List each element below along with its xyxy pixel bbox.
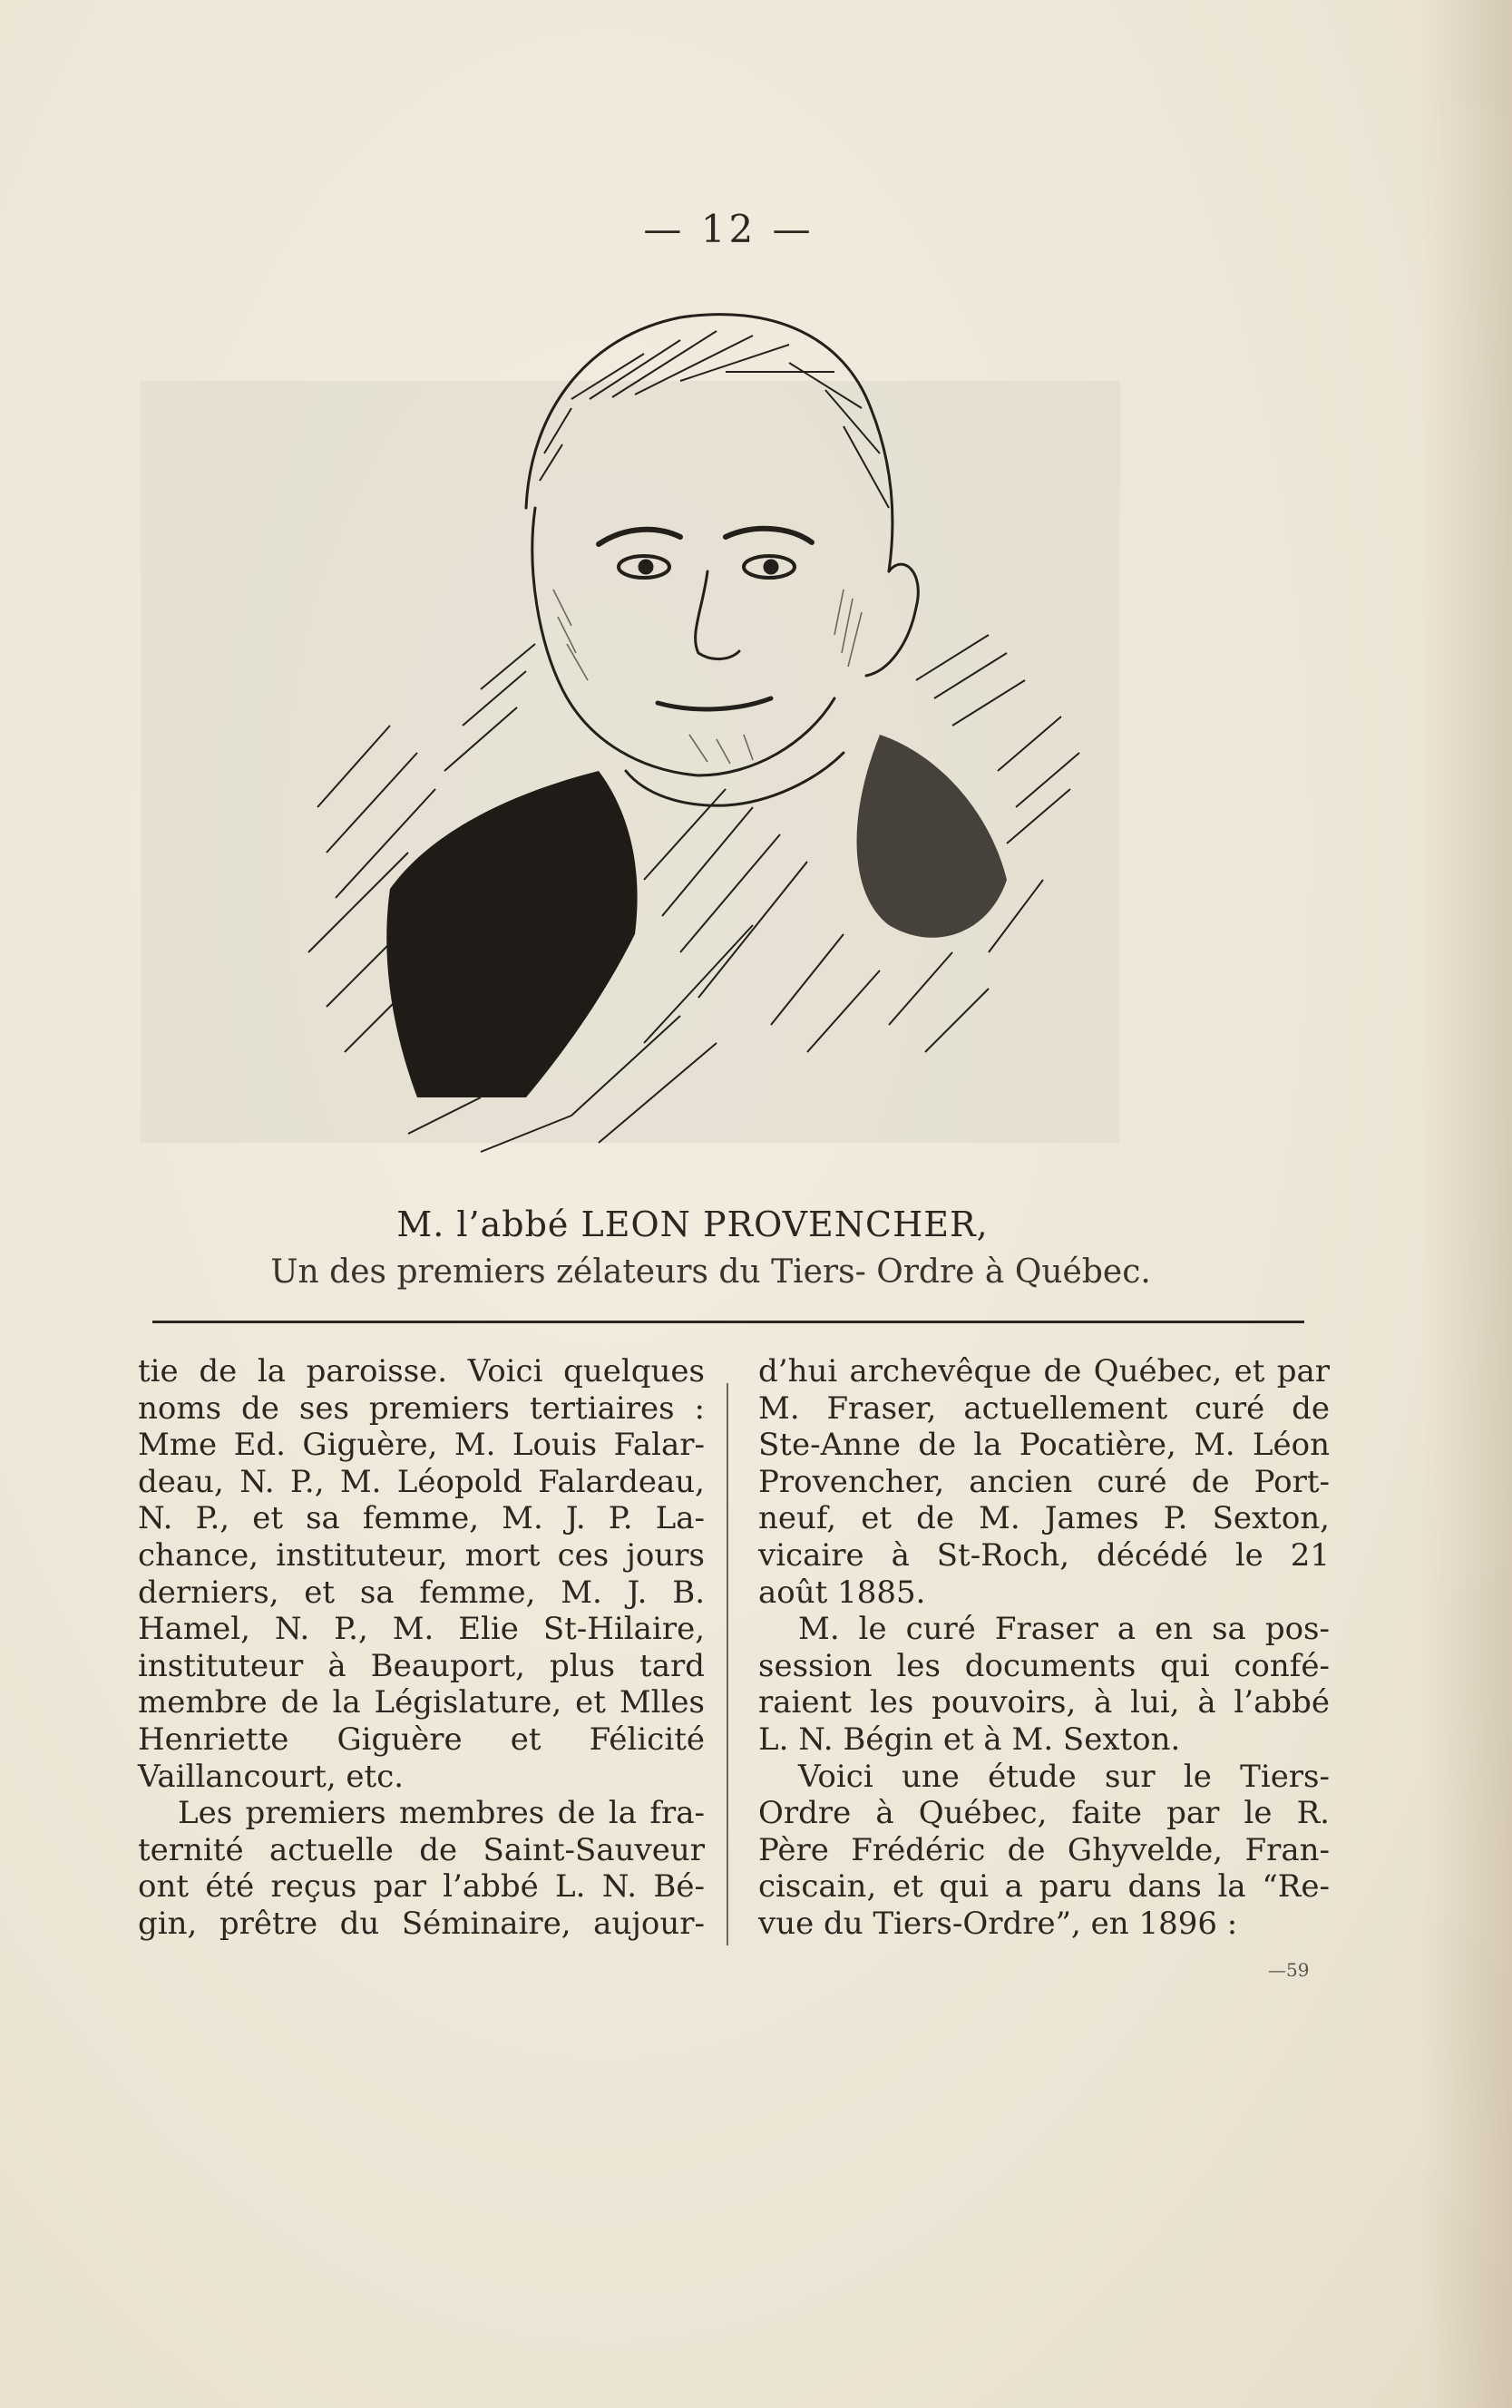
left-column	[138, 1353, 705, 1943]
caption-name: M. l’abbé LEON PROVENCHER,	[396, 1204, 989, 1244]
text-line: Les premiers membres de la fra-	[178, 1795, 705, 1832]
caption-subtitle: Un des premiers zélateurs du Tiers- Ordre à Québec.	[270, 1253, 1151, 1291]
text-line: Ste-Anne de la Pocatière, M. Léon	[758, 1427, 1330, 1464]
text-line: instituteur à Beauport, plus tard	[138, 1647, 705, 1684]
text-line: vicaire à St-Roch, décédé le 21	[758, 1536, 1330, 1574]
signature-mark: —59	[1268, 1959, 1310, 1981]
text-line: Vaillancourt, etc.	[138, 1758, 405, 1795]
text-line: ont été reçus par l’abbé L. N. Bé-	[138, 1868, 705, 1906]
text-line: L. N. Bégin et à M. Sexton.	[758, 1721, 1181, 1758]
horizontal-rule	[152, 1321, 1304, 1323]
text-line: Père Frédéric de Ghyvelde, Fran-	[758, 1831, 1330, 1868]
text-line: d’hui archevêque de Québec, et par	[758, 1353, 1330, 1389]
text-line: gin, prêtre du Séminaire, aujour-	[138, 1905, 705, 1942]
portrait-engraving	[299, 299, 1152, 1179]
text-line: ciscain, et qui a paru dans la “Re-	[758, 1868, 1330, 1906]
text-line: Mme Ed. Giguère, M. Louis Falar-	[138, 1427, 705, 1464]
text-line: août 1885.	[758, 1574, 926, 1611]
text-line: tie de la paroisse. Voici quelques	[138, 1353, 705, 1389]
text-line: neuf, et de M. James P. Sexton,	[758, 1500, 1330, 1537]
page-number: — 12 —	[643, 207, 815, 251]
text-line: Hamel, N. P., M. Elie St-Hilaire,	[138, 1611, 705, 1648]
text-line: Henriette Giguère et Félicité	[138, 1721, 705, 1758]
text-line: N. P., et sa femme, M. J. P. La-	[138, 1500, 705, 1537]
right-column	[758, 1353, 1330, 1943]
column-divider	[727, 1383, 728, 1945]
text-line: M. Fraser, actuellement curé de	[758, 1389, 1330, 1427]
text-line: vue du Tiers-Ordre”, en 1896 :	[758, 1905, 1238, 1942]
text-line: session les documents qui confé-	[758, 1647, 1330, 1684]
text-line: raient les pouvoirs, à lui, à l’abbé	[758, 1684, 1330, 1721]
text-line: Ordre à Québec, faite par le R.	[758, 1795, 1330, 1832]
text-line: derniers, et sa femme, M. J. B.	[138, 1574, 705, 1611]
text-line: chance, instituteur, mort ces jours	[138, 1536, 705, 1574]
text-line: noms de ses premiers tertiaires :	[138, 1389, 705, 1427]
text-line: Voici une étude sur le Tiers-	[798, 1758, 1330, 1795]
text-line: M. le curé Fraser a en sa pos-	[798, 1611, 1330, 1648]
text-line: membre de la Législature, et Mlles	[138, 1684, 705, 1721]
text-line: Provencher, ancien curé de Port-	[758, 1463, 1330, 1500]
text-line: deau, N. P., M. Léopold Falardeau,	[138, 1463, 705, 1500]
text-line: ternité actuelle de Saint-Sauveur	[138, 1831, 705, 1868]
